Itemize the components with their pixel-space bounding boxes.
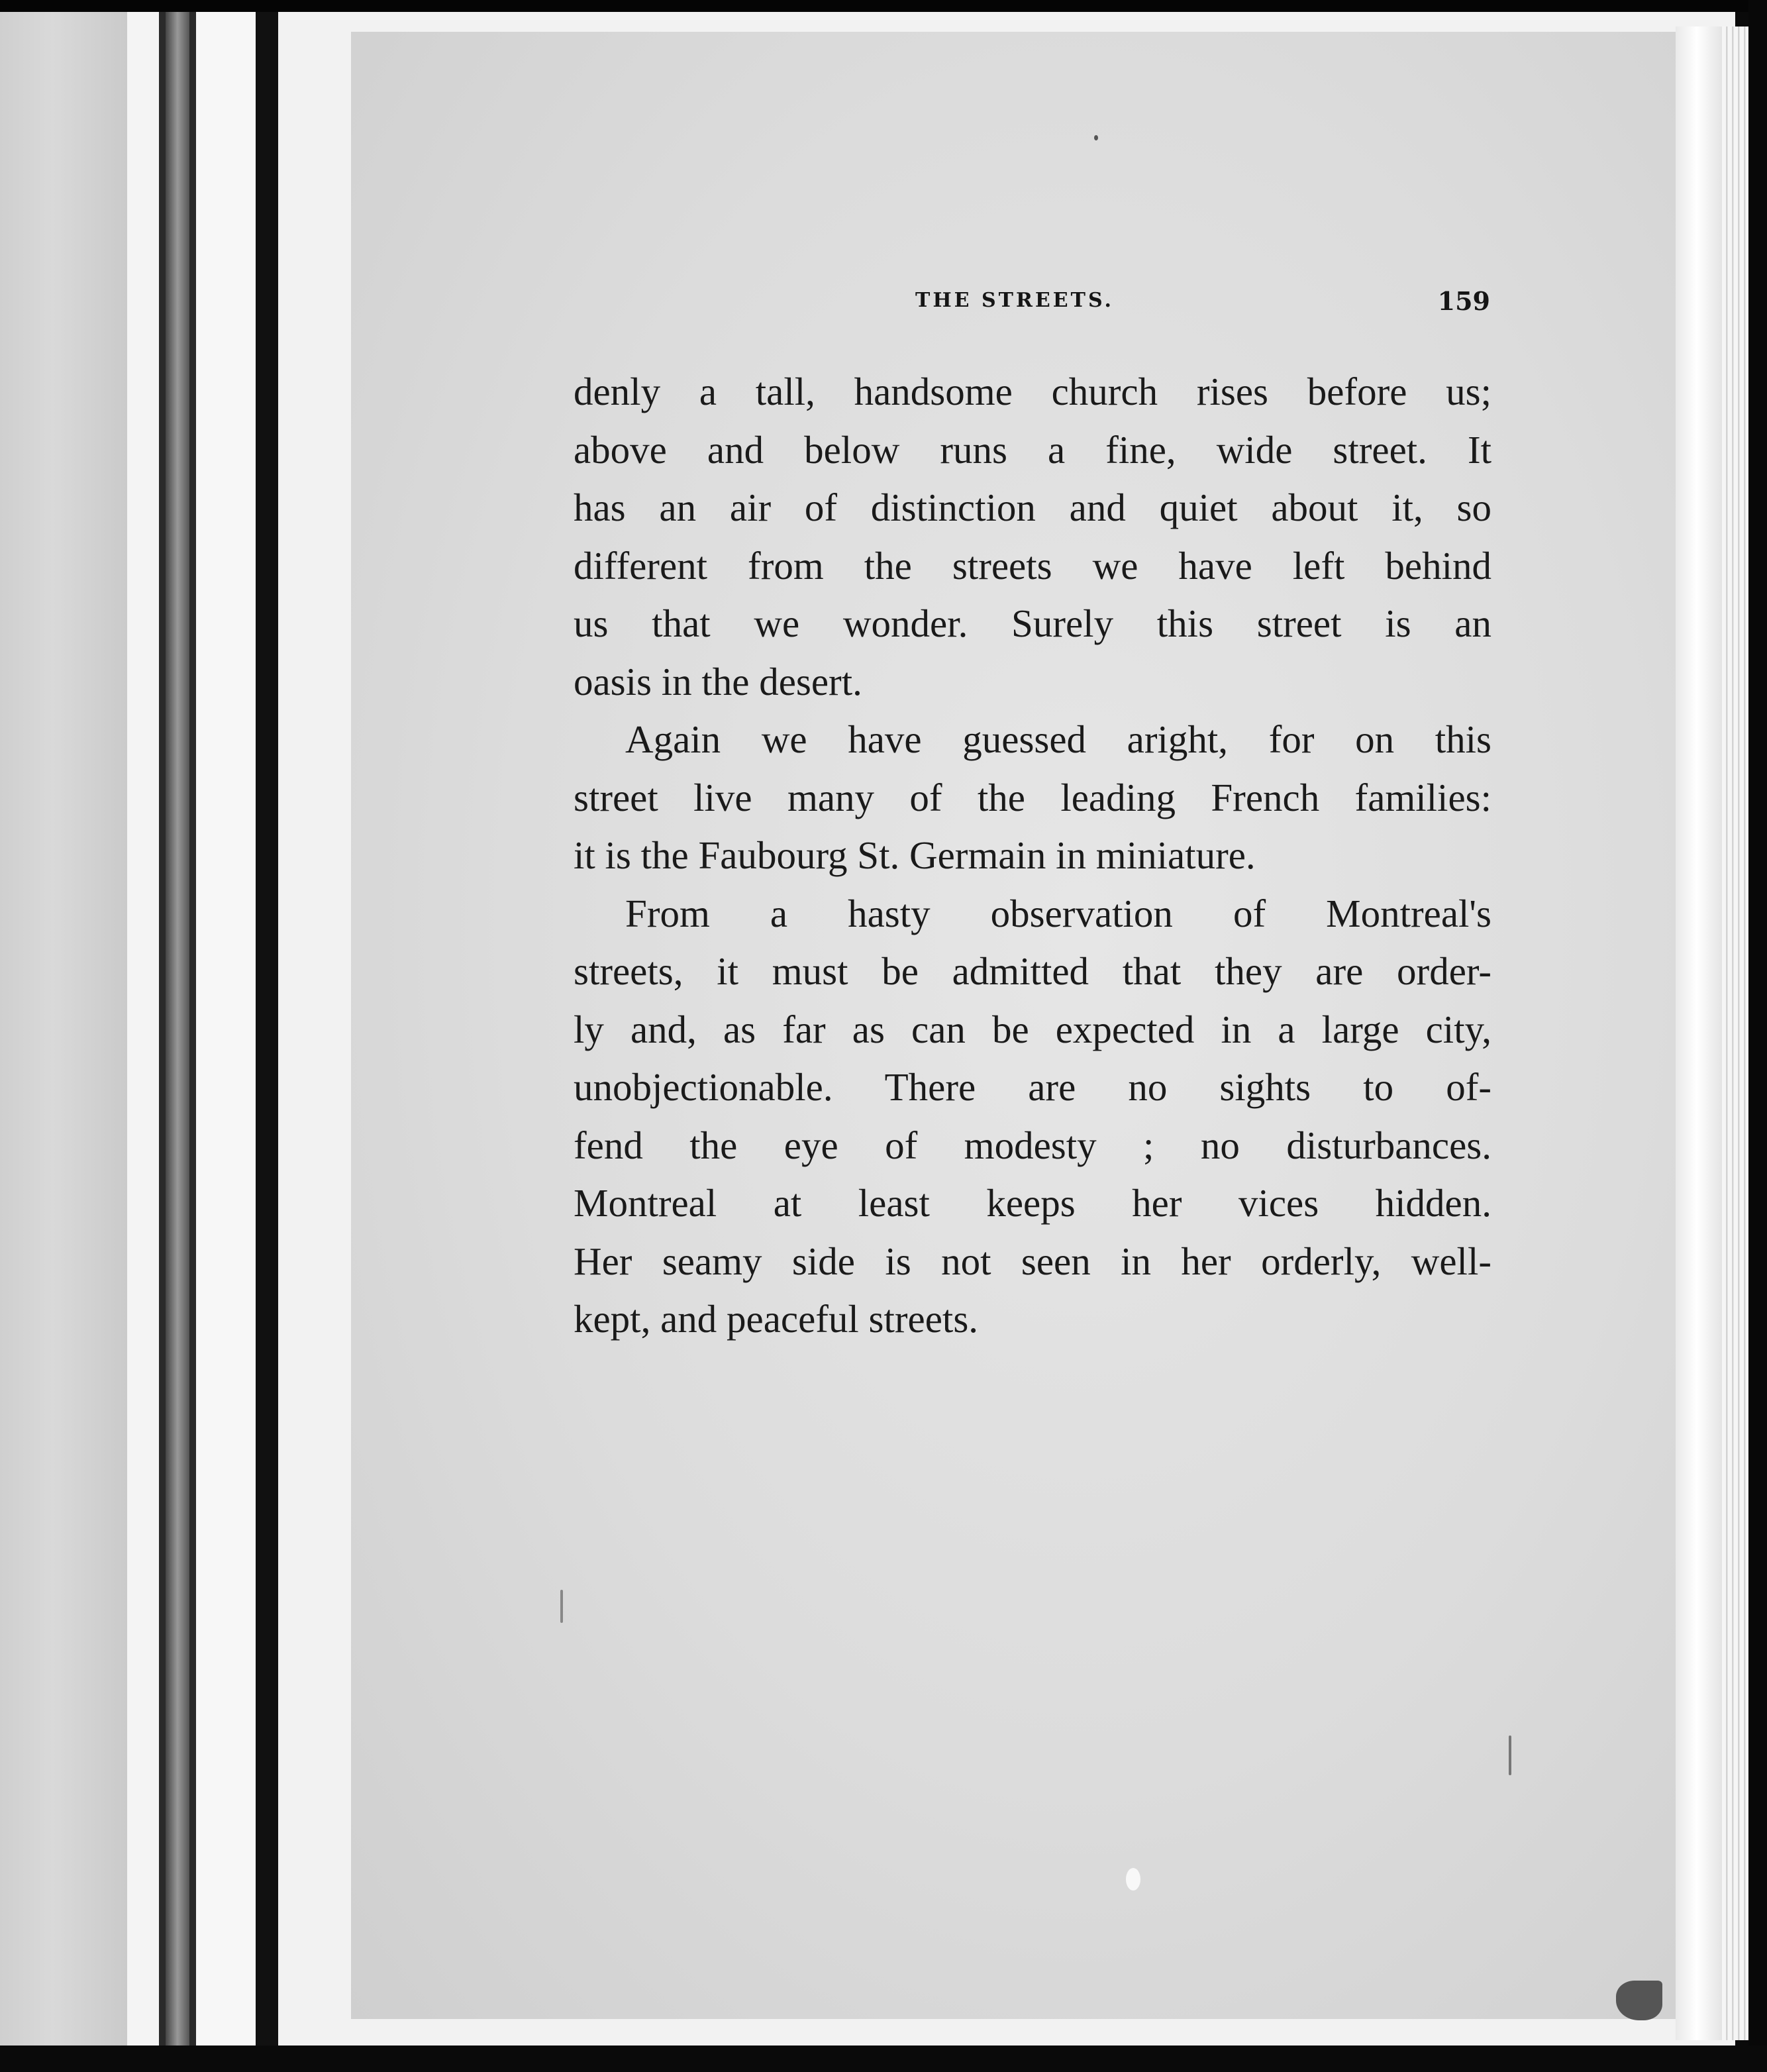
- book-gutter: [256, 12, 278, 2046]
- text-line: different from the streets we have left behind: [574, 543, 1491, 588]
- text-line: unobjectionable. There are no sights to of-: [574, 1065, 1491, 1109]
- running-head: [575, 286, 1490, 322]
- text-line: streets, it must be admitted that they are order-: [574, 949, 1491, 993]
- text-line: has an air of distinction and quiet about it, so: [574, 486, 1491, 529]
- page-number: 159: [1437, 286, 1490, 316]
- previous-page-edge: [0, 12, 132, 2046]
- previous-page-margin: [127, 12, 159, 2046]
- text-line: denly a tall, handsome church rises before us;: [574, 370, 1491, 413]
- text-line: From a hasty observation of Montreal's: [625, 891, 1491, 935]
- scan-top-border: [0, 0, 1767, 12]
- text-line: above and below runs a fine, wide street. It: [574, 427, 1491, 472]
- text-line: Her seamy side is not seen in her orderly, well-: [574, 1239, 1491, 1283]
- scan-speck: [560, 1590, 563, 1623]
- body-text: [574, 363, 1491, 1349]
- scan-right-border: [1748, 0, 1767, 2072]
- text-line: Montreal at least keeps her vices hidden.: [574, 1181, 1491, 1225]
- text-line: oasis in the desert.: [574, 659, 862, 703]
- text-line: kept, and peaceful streets.: [574, 1297, 979, 1341]
- running-head-title: THE STREETS.: [915, 289, 1114, 312]
- scan-bottom-border: [0, 2046, 1767, 2072]
- binding-shadow-inner: [166, 12, 189, 2046]
- text-line: ly and, as far as can be expected in a large city,: [574, 1007, 1491, 1051]
- scan-speck: [1509, 1735, 1511, 1775]
- scan-speck: [1616, 1981, 1662, 2020]
- scan-speck: [1126, 1868, 1140, 1891]
- page-curl: [196, 12, 256, 2046]
- text-line: us that we wonder. Surely this street is an: [574, 601, 1491, 645]
- page-stack-edges: [1722, 26, 1748, 2040]
- text-line: Again we have guessed aright, for on this: [625, 717, 1491, 761]
- scan-speck: [1094, 135, 1098, 140]
- text-line: fend the eye of modesty ; no disturbances.: [574, 1123, 1491, 1167]
- text-line: street live many of the leading French families:: [574, 775, 1491, 819]
- page-fore-edge: [1676, 26, 1729, 2040]
- text-line: it is the Faubourg St. Germain in miniature.: [574, 833, 1256, 877]
